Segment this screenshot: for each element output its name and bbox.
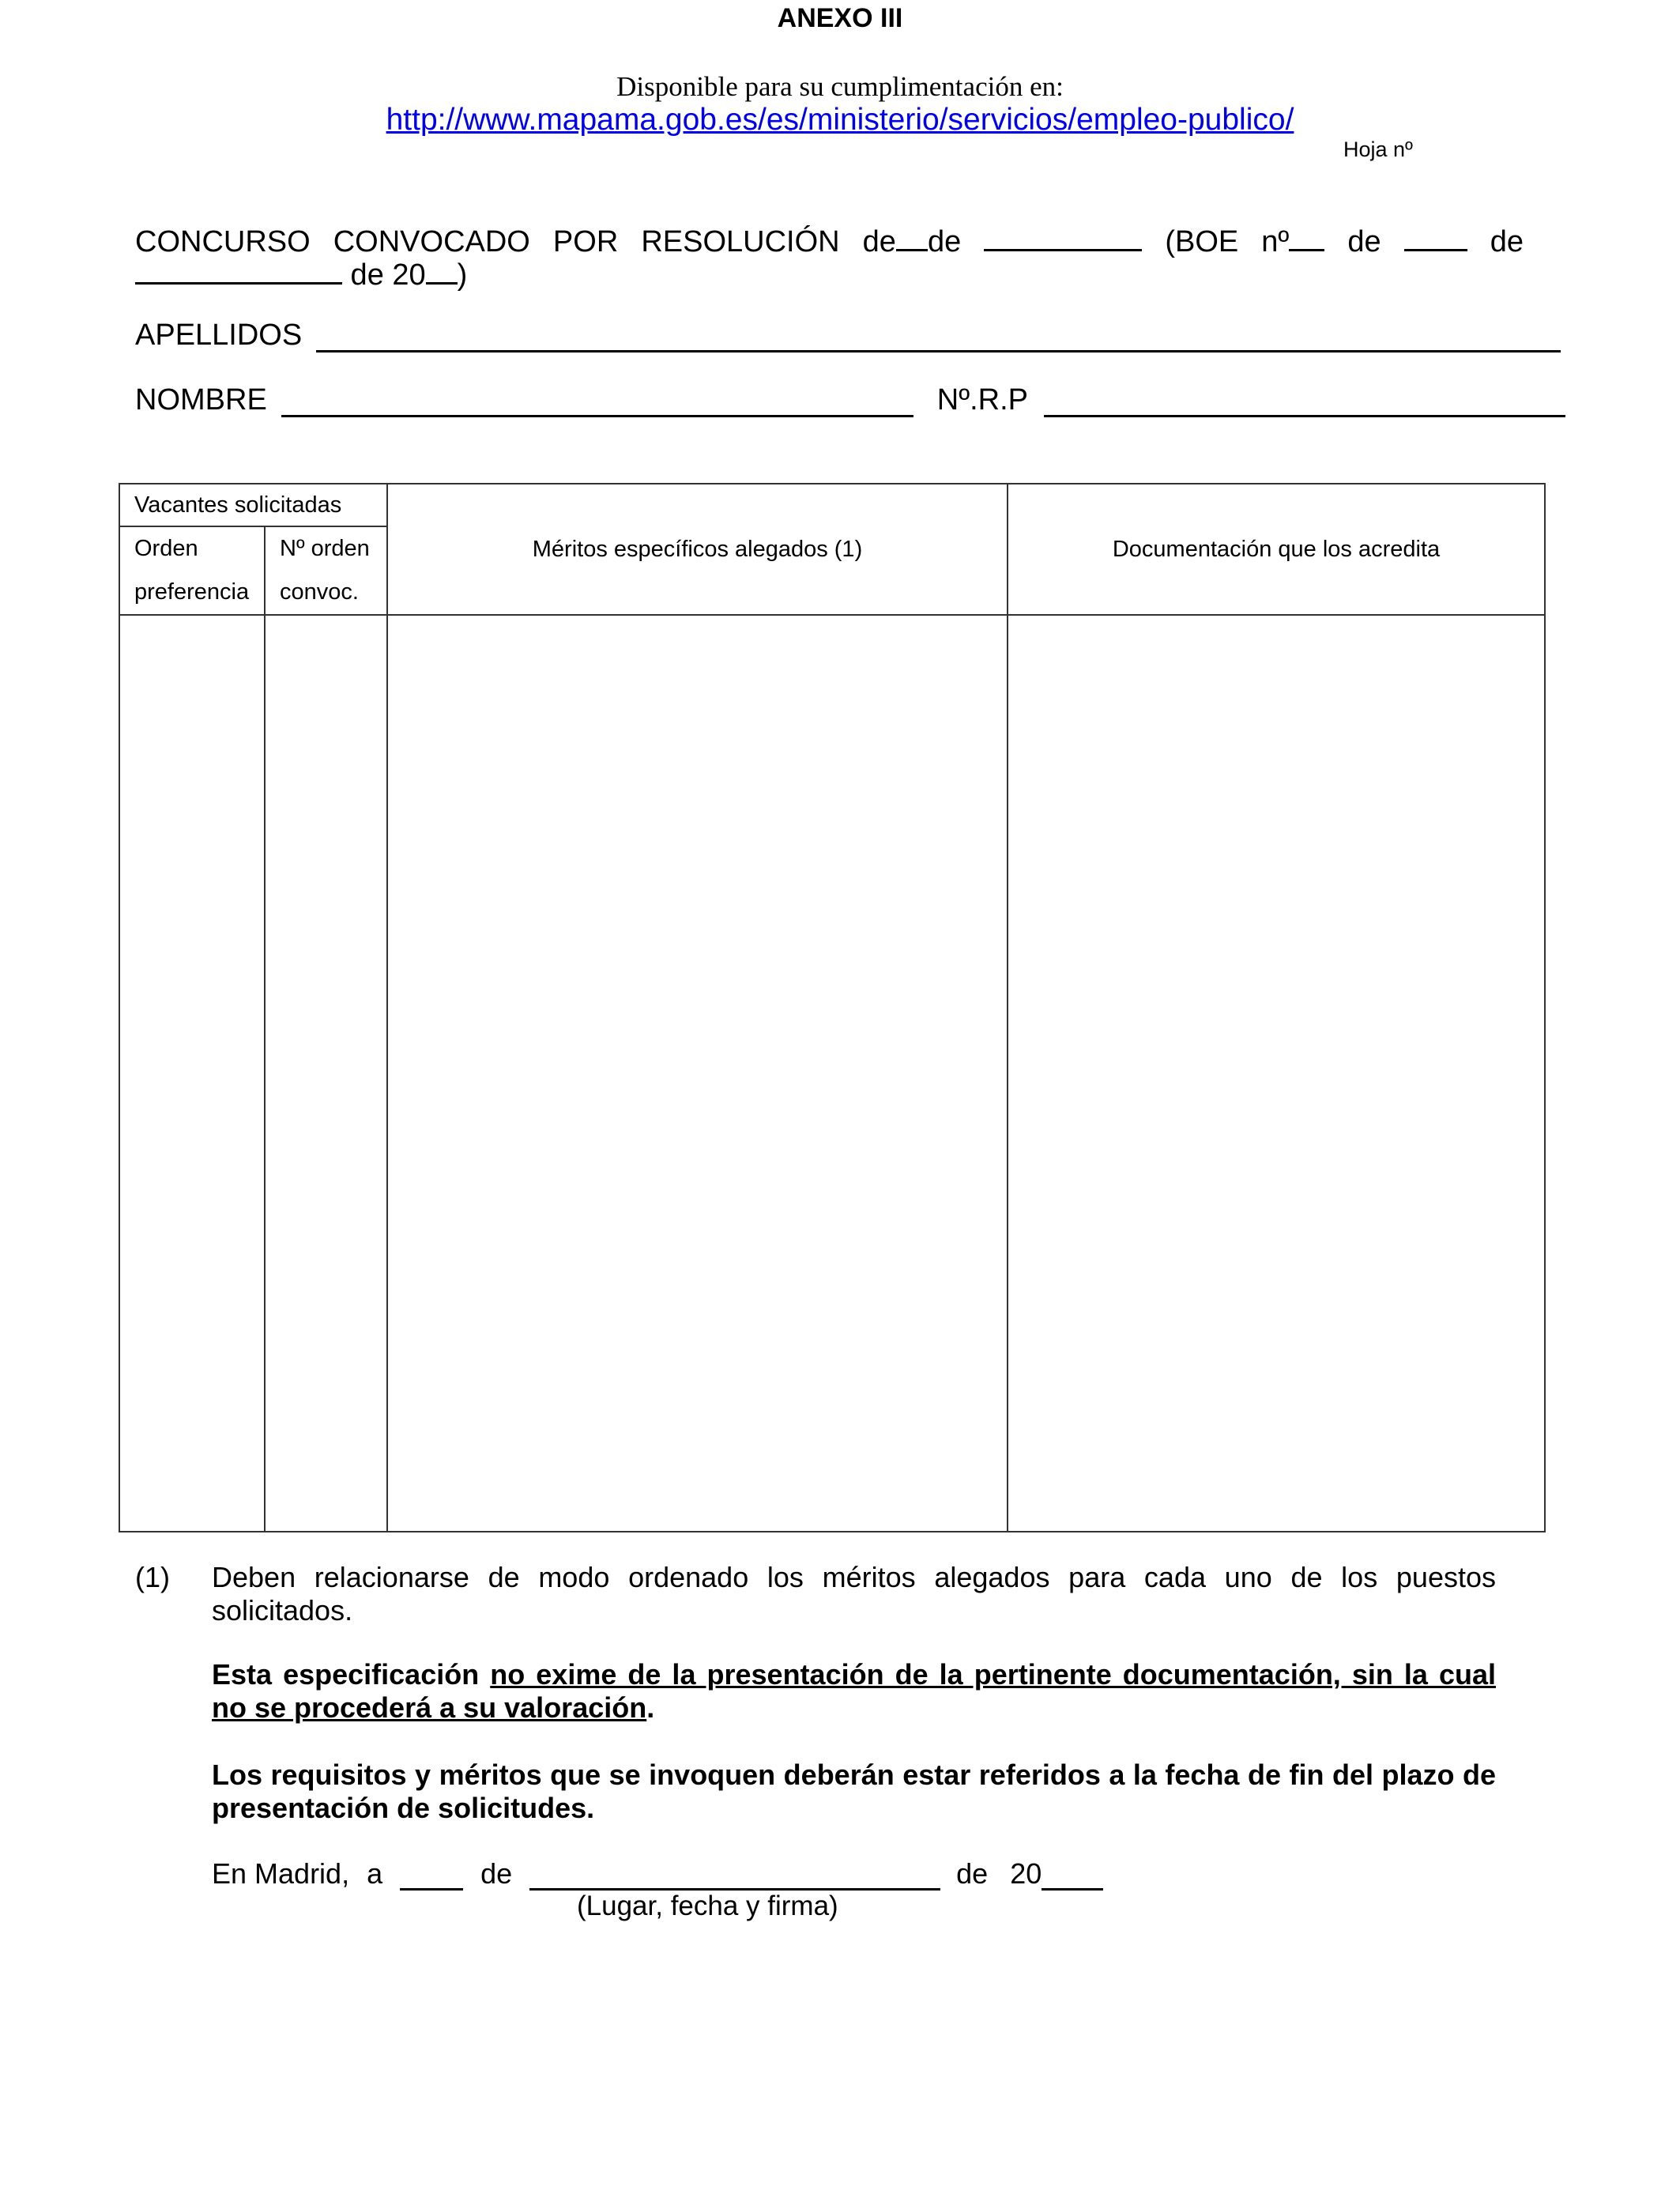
vacancies-group-header: Vacantes solicitadas (119, 484, 387, 526)
annex-title: ANEXO III (777, 3, 903, 33)
surname-input-line[interactable] (316, 319, 1561, 352)
contest-line-2 (135, 257, 467, 292)
boe-day-blank[interactable] (1404, 224, 1467, 251)
header-text: preferencia (134, 579, 250, 605)
sheet-number-label: Hoja nº (1343, 138, 1413, 161)
availability-text: Disponible para su cumplimentación en: (616, 71, 1064, 102)
footnote-number: (1) (135, 1561, 170, 1593)
footnote-text: Esta especificación (212, 1658, 491, 1691)
name-label: NOMBRE (135, 383, 267, 417)
contest-word: de (1490, 225, 1524, 258)
header-text: convoc. (280, 579, 359, 605)
footnote-paragraph-1 (212, 1561, 1496, 1627)
contest-word: de (1347, 225, 1381, 258)
preference-order-header (119, 526, 265, 615)
contest-word: POR (552, 225, 619, 258)
merits-header: Méritos específicos alegados (1) (387, 484, 1008, 615)
boe-number-blank[interactable] (1289, 224, 1324, 251)
signature-word: de (956, 1857, 989, 1890)
signature-caption: (Lugar, fecha y firma) (577, 1891, 838, 1921)
resolution-day-blank[interactable] (896, 224, 928, 251)
contest-word: de (862, 225, 896, 258)
contest-word: CONVOCADO (333, 225, 530, 258)
contest-word: de (927, 225, 962, 258)
header-text: Orden (134, 536, 198, 561)
footnote-paragraph-3: Los requisitos y méritos que se invoquen deberán estar referidos a la fecha de fin del plazo de presentación de solicitudes. (212, 1759, 1496, 1824)
signature-word: a (367, 1857, 383, 1890)
documentation-cell[interactable] (1008, 615, 1545, 1532)
preference-order-cell[interactable] (119, 615, 265, 1532)
resolution-month-blank[interactable] (984, 224, 1142, 251)
name-input-line[interactable] (281, 383, 913, 417)
vacancies-table (119, 483, 1546, 1532)
documentation-header: Documentación que los acredita (1008, 484, 1545, 615)
surname-label: APELLIDOS (135, 319, 303, 352)
table-header-row (119, 484, 1545, 526)
footnote-paragraph-2 (212, 1658, 1496, 1725)
signature-day-blank[interactable] (400, 1861, 463, 1891)
nrp-label: Nº.R.P (936, 383, 1029, 417)
signature-year-blank[interactable] (1042, 1861, 1103, 1891)
contest-word: (BOE (1165, 225, 1239, 258)
contest-word: CONCURSO (135, 225, 311, 258)
signature-line (212, 1857, 1103, 1891)
contest-word: nº (1261, 225, 1290, 258)
boe-month-blank[interactable] (135, 257, 342, 285)
signature-year-prefix: 20 (1010, 1857, 1042, 1890)
signature-place: En Madrid, (212, 1857, 350, 1890)
signature-month-blank[interactable] (529, 1861, 940, 1891)
resolution-date-group (863, 224, 962, 259)
header-text: Nº orden (280, 536, 370, 561)
contest-year-text: de 20 (342, 258, 426, 292)
boe-year-blank[interactable] (426, 257, 458, 285)
signature-word: de (480, 1857, 513, 1890)
footnote-text: Deben relacionarse de modo ordenado los méritos alegados para cada uno de los puestos solicitados. (212, 1561, 1496, 1627)
nrp-input-line[interactable] (1044, 383, 1565, 417)
merits-cell[interactable] (387, 615, 1008, 1532)
footnote-underlined-text: no exime de la presentación de la pertinente documentación, sin la cual no se procederá a su valoración (212, 1658, 1497, 1724)
boe-number-group (1261, 224, 1324, 259)
contest-line (135, 224, 1524, 259)
form-url-link[interactable]: http://www.mapama.gob.es/es/ministerio/servicios/empleo-publico/ (386, 103, 1294, 137)
table-body-row (119, 615, 1545, 1532)
footnote-text: . (646, 1691, 655, 1724)
contest-close-paren: ) (457, 258, 468, 292)
call-order-cell[interactable] (265, 615, 387, 1532)
call-order-header (265, 526, 387, 615)
name-row (135, 383, 1565, 417)
contest-word: RESOLUCIÓN (641, 225, 840, 258)
surname-row (135, 319, 1561, 352)
